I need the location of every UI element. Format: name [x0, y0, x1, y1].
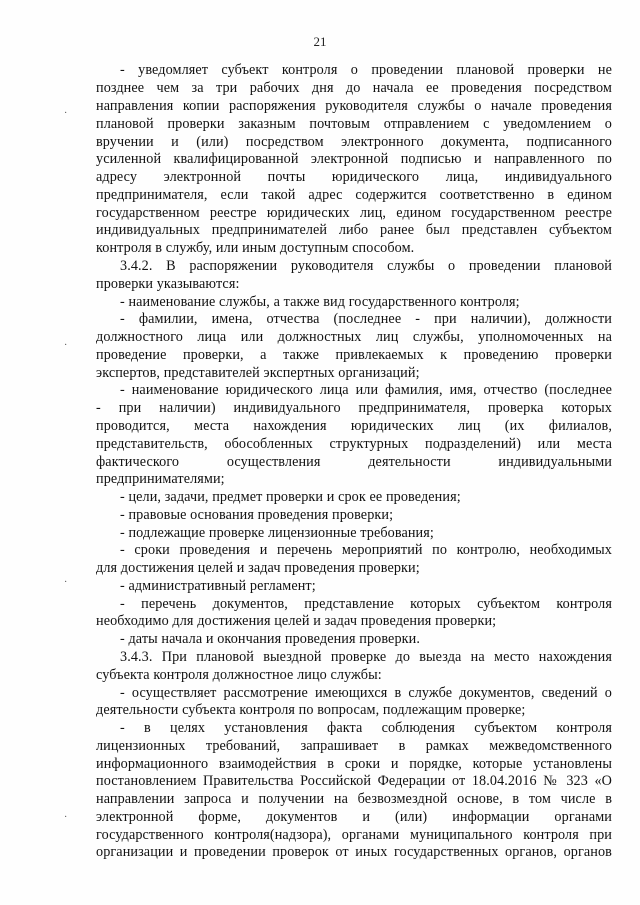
text-line: государственного контроля(надзора), органами муниципального контроля при	[96, 827, 612, 843]
text-line: организации и проведении проверок от иных государственных органов, органов	[96, 844, 612, 860]
text-line: электронной форме, документов и (или) информации органами	[96, 809, 612, 825]
list-item: - осуществляет рассмотрение имеющихся в службе документов, сведений о	[120, 685, 612, 701]
text-line: необходимо для достижения целей и задач проведения проверки;	[96, 613, 497, 629]
text-line: проводится, места нахождения юридических лиц (их филиалов,	[96, 418, 612, 434]
section-heading-3-4-3: 3.4.3. При плановой выездной проверке до выезда на место нахождения	[120, 649, 612, 665]
margin-mark: ·	[64, 108, 68, 119]
list-item: - правовые основания проведения проверки;	[120, 507, 394, 523]
text-line: экспертов, представителей экспертных организаций;	[96, 365, 420, 381]
text-line: проведение проверки, а также привлекаемых к проведению проверки	[96, 347, 612, 363]
list-item: - подлежащие проверке лицензионные требования;	[120, 525, 434, 541]
text-line: направления копии распоряжения руководителя службы о начале проведения	[96, 98, 612, 114]
list-item: - даты начала и окончания проведения проверки.	[120, 631, 420, 647]
text-line: контроля в службу, или иным доступным способом.	[96, 240, 415, 256]
text-line: проверки указываются:	[96, 276, 240, 292]
text-line: предпринимателя, если такой адрес содержится соответственно в едином	[96, 187, 612, 203]
text-line: деятельности субъекта контроля по вопросам, подлежащим проверке;	[96, 702, 526, 718]
text-line: направлении запроса и получении на безвозмездной основе, в том числе в	[96, 791, 612, 807]
list-item: - перечень документов, представление которых субъектом контроля	[120, 596, 612, 612]
text-line: для достижения целей и задач проведения проверки;	[96, 560, 420, 576]
margin-mark: ·	[64, 577, 68, 588]
margin-mark: ·	[64, 340, 68, 351]
list-item: - наименование юридического лица или фамилия, имя, отчество (последнее	[120, 382, 612, 398]
text-line: предпринимателями;	[96, 471, 225, 487]
text-line: усиленной квалифицированной электронной подписью и направленного по	[96, 151, 612, 167]
list-item: - административный регламент;	[120, 578, 316, 594]
page-number: 21	[313, 34, 327, 49]
text-line: позднее чем за три рабочих дня до начала ее проведения посредством	[96, 80, 612, 96]
text-line: лицензионных требований, запрашивает в рамках межведомственного	[96, 738, 612, 754]
list-item: - сроки проведения и перечень мероприятий по контролю, необходимых	[120, 542, 612, 558]
text-line: фактического осуществления деятельности индивидуальными	[96, 454, 612, 470]
margin-mark: ·	[64, 812, 68, 823]
text-line: вручении и (или) посредством электронного документа, подписанного	[96, 134, 612, 150]
list-item: - фамилии, имена, отчества (последнее - при наличии), должности	[120, 311, 612, 327]
text-line: - при наличии) индивидуального предпринимателя, проверка которых	[96, 400, 612, 416]
text-line: представительств, обособленных структурных подразделений) или места	[96, 436, 612, 452]
text-line: субъекта контроля должностное лицо службы:	[96, 667, 382, 683]
list-item: - наименование службы, а также вид государственного контроля;	[120, 294, 520, 310]
text-line: адресу электронной почты юридического лица, индивидуального	[96, 169, 612, 185]
text-line: информационного взаимодействия в сроки и порядке, которые установлены	[96, 756, 612, 772]
list-item: - цели, задачи, предмет проверки и срок ее проведения;	[120, 489, 461, 505]
section-heading-3-4-2: 3.4.2. В распоряжении руководителя службы о проведении плановой	[120, 258, 612, 274]
text-line: - уведомляет субъект контроля о проведении плановой проверки не	[120, 62, 612, 78]
text-line: индивидуальных предпринимателей либо ранее был представлен субъектом	[96, 222, 612, 238]
list-item: - в целях установления факта соблюдения субъектом контроля	[120, 720, 612, 736]
text-line: должностного лица или должностных лиц службы, уполномоченных на	[96, 329, 612, 345]
text-line: постановлением Правительства Российской Федерации от 18.04.2016 № 323 «О	[96, 773, 612, 789]
text-line: государственном реестре юридических лиц, едином государственном реестре	[96, 205, 612, 221]
text-line: плановой проверки заказным почтовым отправлением с уведомлением о	[96, 116, 612, 132]
